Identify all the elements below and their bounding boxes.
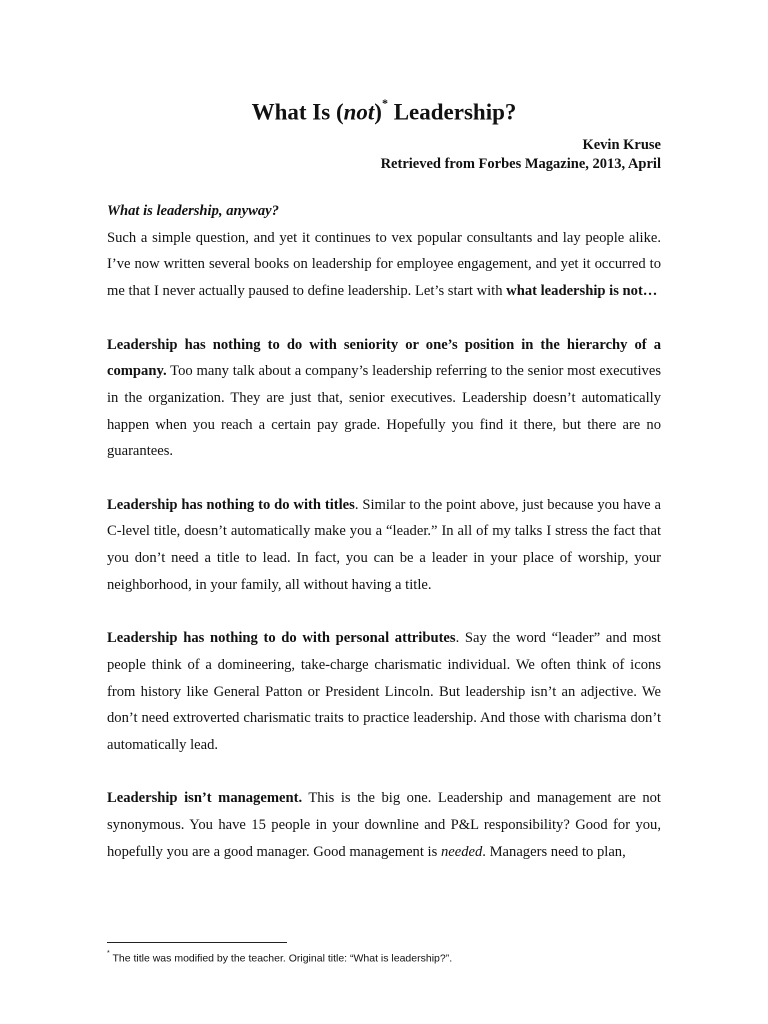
intro-question: What is leadership, anyway? — [107, 203, 279, 219]
intro-paragraph — [107, 225, 661, 305]
footnote-text: The title was modified by the teacher. Original title: “What is leadership?”. — [109, 952, 453, 965]
paragraph-text: . Similar to the point above, just because you have a C-level title, doesn’t automatically make you a “leader.” In all of my talks I stress the fact that you don’t need a title to lead. In fact, you can be a leader in your place of worship, your neighborhood, in your family, all without having a title. — [107, 496, 662, 593]
paragraph-text: . Say the word “leader” and most people think of a domineering, take-charge charismatic individual. We often think of icons from history like General Patton or President Lincoln. But leadership isn’t an adjective. We don’t need extroverted charismatic traits to practice leadership. And those with charisma don’t automatically lead. — [107, 630, 661, 754]
title-prefix: What Is ( — [251, 99, 344, 125]
paragraph-lead: Leadership has nothing to do with personal attributes — [107, 630, 456, 647]
source-citation: Retrieved from Forbes Magazine, 2013, April — [380, 156, 661, 172]
title-italic-word: not — [343, 99, 375, 125]
author-name: Kevin Kruse — [582, 137, 661, 153]
paragraph-personal-attributes — [107, 625, 661, 759]
footnote-separator — [107, 942, 287, 943]
paragraph-italic-word: needed — [440, 843, 483, 860]
paragraph-text: Too many talk about a company’s leadership referring to the senior most executives in the organization. They are just that, senior executives. Leadership doesn’t automatically happen when you reach a certain pay grade. Hopefully you find it there, but there are no guarantees. — [107, 363, 661, 460]
paragraph-titles — [107, 492, 661, 599]
title-close-paren: ) — [374, 99, 382, 125]
paragraph-text-end: . Managers need to plan, — [482, 843, 626, 860]
intro-text: Such a simple question, and yet it continues to vex popular consultants and lay people alike. I’ve now written several books on leadership for employee engagement, and yet it occurred to me that I never actually paused to define leadership. Let’s start with — [107, 229, 661, 300]
paragraph-lead: Leadership isn’t management. — [107, 790, 303, 807]
title-suffix: Leadership? — [387, 99, 517, 125]
paragraph-text: This is the big one. Leadership and management are not synonymous. You have 15 people in your downline and P&L responsibility? Good for you, hopefully you are a good manager. Good management is — [107, 790, 661, 860]
article-body — [107, 198, 661, 892]
paragraph-lead: Leadership has nothing to do with titles — [107, 496, 355, 513]
footnote-marker: * — [107, 950, 110, 957]
paragraph-lead: Leadership has nothing to do with seniority or one’s position in the hierarchy of a company. — [107, 336, 661, 380]
footnote — [107, 949, 452, 966]
footnote-reference-marker: * — [381, 96, 388, 110]
article-meta — [381, 136, 661, 174]
intro-bold-text: what leadership is not… — [506, 283, 658, 300]
paragraph-seniority — [107, 332, 661, 466]
page-title — [0, 92, 768, 128]
paragraph-management — [107, 785, 661, 865]
